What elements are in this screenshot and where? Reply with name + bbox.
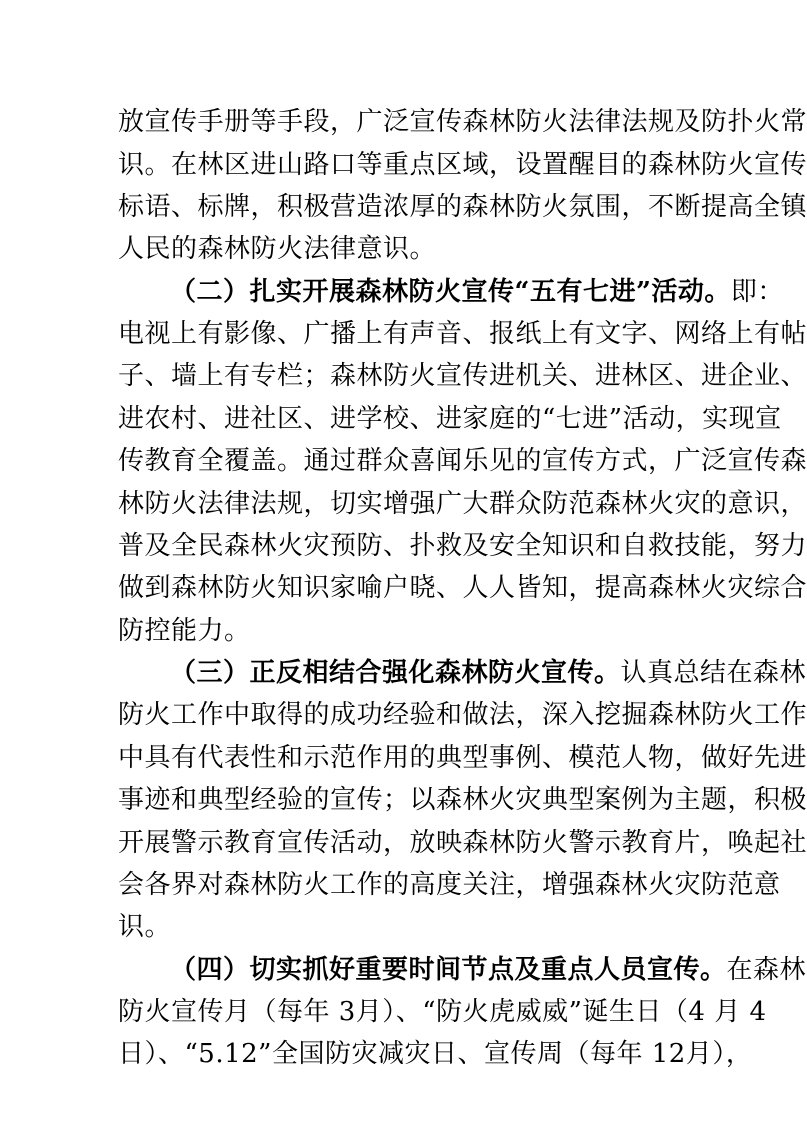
body-line: 防火宣传月（每年 3月）、“防火虎威威”诞生日（4 月 4 <box>118 997 767 1027</box>
section-heading-continuation: 即： <box>730 277 784 307</box>
body-line: 会各界对森林防火工作的高度关注，增强森林火灾防范意 <box>118 870 781 900</box>
body-line: 电视上有影像、广播上有声音、报纸上有文字、网络上有帖 <box>118 319 807 349</box>
body-line: 识。在林区进山路口等重点区域，设置醒目的森林防火宣传 <box>118 150 807 180</box>
body-line: 进农村、进社区、进学校、进家庭的“七进”活动，实现宣 <box>118 404 782 434</box>
body-line: 防控能力。 <box>118 616 251 646</box>
body-line: 林防火法律法规，切实增强广大群众防范森林火灾的意识， <box>118 489 807 519</box>
section-heading: （二）扎实开展森林防火宣传“五有七进”活动。 <box>170 277 731 307</box>
body-line: 放宣传手册等手段，广泛宣传森林防火法律法规及防扑火常 <box>118 107 807 137</box>
body-line: 做到森林防火知识家喻户晓、人人皆知，提高森林火灾综合 <box>118 573 807 603</box>
body-line: 事迹和典型经验的宣传；以森林火灾典型案例为主题，积极 <box>118 785 807 815</box>
body-line: 传教育全覆盖。通过群众喜闻乐见的宣传方式，广泛宣传森 <box>118 446 807 476</box>
body-line: 日）、“5.12”全国防灾减灾日、宣传周（每年 12月）， <box>118 1039 753 1069</box>
body-line: 普及全民森林火灾预防、扑救及安全知识和自救技能，努力 <box>118 531 807 561</box>
body-line: 识。 <box>118 912 172 942</box>
section-heading: （四）切实抓好重要时间节点及重点人员宣传。 <box>170 955 727 985</box>
body-line: 中具有代表性和示范作用的典型事例、模范人物，做好先进 <box>118 743 807 773</box>
section-heading-line <box>170 952 806 988</box>
body-line: 防火工作中取得的成功经验和做法，深入挖掘森林防火工作 <box>118 700 807 730</box>
section-heading-continuation: 认真总结在森林 <box>620 658 807 688</box>
section-heading-line <box>170 274 784 310</box>
section-heading-continuation: 在森林 <box>726 955 807 985</box>
section-heading-line <box>170 655 806 691</box>
body-line: 标语、标牌，积极营造浓厚的森林防火氛围，不断提高全镇 <box>118 192 807 222</box>
body-line: 子、墙上有专栏；森林防火宣传进机关、进林区、进企业、 <box>118 361 807 391</box>
section-heading: （三）正反相结合强化森林防火宣传。 <box>170 658 621 688</box>
body-line: 人民的森林防火法律意识。 <box>118 234 437 264</box>
body-line: 开展警示教育宣传活动，放映森林防火警示教育片，唤起社 <box>118 828 807 858</box>
